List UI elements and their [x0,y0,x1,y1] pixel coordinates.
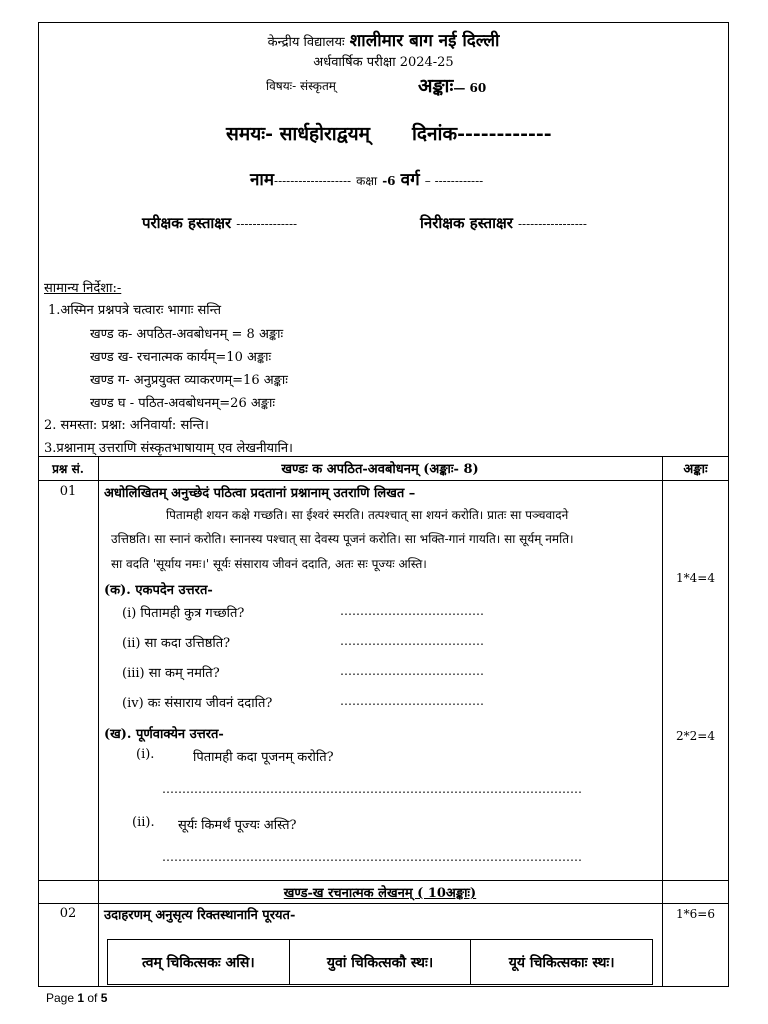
section-b-rule [38,903,729,904]
answer-line[interactable]: ……………………………… [340,694,484,708]
examiner-blank: --------------- [236,217,298,231]
col-marks: अङ्काः [683,462,708,477]
page-of: of [84,991,101,1005]
answer-line[interactable]: ……………………………… [340,604,484,618]
table-top-rule [38,456,729,457]
table-header-rule [38,480,729,481]
examiner-signature [142,213,297,233]
section-label: वर्ग [400,170,420,190]
answer-line[interactable]: ……………………………… [340,634,484,648]
q2-marks: 1*6=6 [676,907,715,921]
answer-line[interactable]: …………………………………………………………………………………………… [162,850,582,864]
col-section-a-title: खण्डः क अपठित-अवबोधनम् (अङ्काः- 8) [281,462,479,477]
section-b-title: खण्ड-ख रचनात्मक लेखनम् ( 10अङ्काः) [283,886,477,901]
instruction-2: 2. समस्ता: प्रश्ना: अनिवार्या: सन्ति। [44,418,209,433]
page-footer [46,991,107,1005]
marks-label: अङ्काः [418,75,454,97]
instruction-section-b: खण्ड ख- रचनात्मक कार्यम्=10 अङ्काः [90,350,272,365]
class-label: कक्षा [356,174,378,188]
instruction-section-d: खण्ड घ - पठित-अवबोधनम्=26 अङ्काः [90,396,275,411]
instruction-section-c: खण्ड ग- अनुप्रयुक्त व्याकरणम्=16 अङ्काः [90,373,288,388]
q1-a-question-1: (i) पितामही कुत्र गच्छति? [122,606,245,621]
page-prefix: Page [46,991,78,1005]
invigilator-blank: ----------------- [517,217,587,231]
q1-b-question-2: सूर्यः किमर्थं पूज्यः अस्ति? [178,818,297,833]
q2-instruction: उदाहरणम् अनुसृत्य रिक्तस्थानानि पूरयत- [104,908,296,923]
exam-title: अर्धवार्षिक परीक्षा 2024-25 [313,55,454,70]
instructions-title: सामान्य निर्देशा:- [44,281,122,296]
name-blank: ------------------- [274,174,352,188]
q1-b-question-1: पितामही कदा पूजनम् करोति? [193,750,334,765]
examiner-label: परीक्षक हस्ताक्षर [142,214,232,232]
page-number: 1 [77,991,85,1005]
max-marks [418,72,486,98]
invigilator-label: निरीक्षक हस्ताक्षर [420,214,513,232]
q1-passage-line-1: पितामही शयन कक्षे गच्छति। सा ईश्वरं स्मरति। तत्पश्चात् सा शयनं करोति। प्रातः सा पञ्चवादने [166,508,569,522]
page-total: 5 [100,991,108,1005]
q1-b-question-2-num: (ii). [132,815,155,830]
school-name: शालीमार बाग नई दिल्ली [349,31,500,51]
name-label: नाम [250,170,275,190]
table-col-divider-1 [98,456,99,987]
q1-b-question-1-num: (i). [136,747,155,762]
q1-part-a-title: (क). एकपदेन उत्तरत- [104,583,213,598]
q1-number: 01 [59,484,77,499]
school-prefix: केन्द्रीय विद्यालयः [267,35,345,50]
col-question-no: प्रश्न सं. [52,462,84,476]
q1-part-b-title: (ख). पूर्णवाक्येन उत्तरत- [104,727,224,742]
q2-number: 02 [59,906,77,921]
section-blank: – ------------ [424,174,484,188]
q1-a-question-3: (iii) सा कम् नमति? [122,666,220,681]
instruction-3: 3.प्रश्नानाम् उत्तराणि संस्कृतभाषायाम् एव लेखनीयानि। [44,441,293,456]
time-line: समयः- सार्धहोराद्वयम् [226,123,371,145]
q2-example-3: यूयं चिकित्सकाः स्थः। [508,954,615,971]
q1-instruction: अधोलिखितम् अनुच्छेदं पठित्वा प्रदतानां प्रश्नानाम् उतराणि लिखत – [104,486,416,501]
q1-passage-line-2: उत्तिष्ठति। सा स्नानं करोति। स्नानस्य पश्चात् सा देवस्य पूजनं करोति। सा भक्ति-गानं गायति। सा सूर्यम् नमति। [111,532,574,546]
q1-a-question-4: (iv) कः संसाराय जीवनं ददाति? [122,696,273,711]
q1-bottom-rule [38,880,729,881]
q1-part-a-marks: 1*4=4 [676,571,715,585]
q1-a-question-2: (ii) सा कदा उत्तिष्ठति? [122,636,231,651]
class-value: -6 [382,174,396,188]
q2-example-2: युवां चिकित्सकौ स्थः। [290,940,472,984]
subject: विषयः- संस्कृतम् [266,79,336,93]
instruction-1: 1.अस्मिन प्रश्नपत्रे चत्वारः भागाः सन्ति [48,303,222,318]
answer-line[interactable]: …………………………………………………………………………………………… [162,782,582,796]
q1-passage-line-3: सा वदति 'सूर्याय नमः।' सूर्यः संसाराय जीवनं ददाति, अतः सः पूज्यः अस्ति। [111,557,427,571]
answer-line[interactable]: ……………………………… [340,664,484,678]
q2-example-1: त्वम् चिकित्सकः असि। [108,940,290,984]
instruction-section-a: खण्ड क- अपठित-अवबोधनम् = 8 अङ्काः [90,327,284,342]
invigilator-signature [420,213,587,233]
q2-example-table [107,939,653,985]
marks-value: — 60 [453,81,487,95]
date-line: दिनांक------------ [412,123,552,145]
q1-part-b-marks: 2*2=4 [676,729,715,743]
school-line [38,28,729,51]
name-line [250,167,483,190]
